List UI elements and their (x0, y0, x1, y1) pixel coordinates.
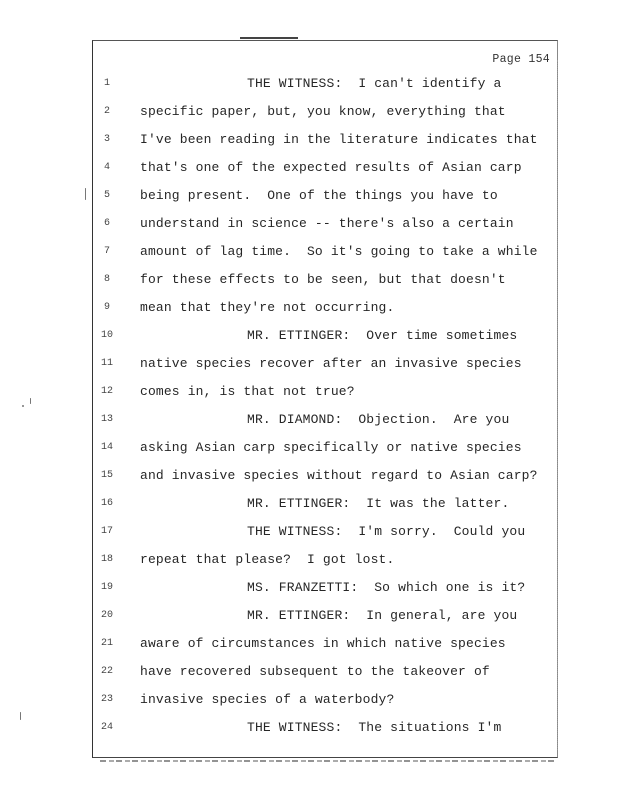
line-number: 3 (103, 134, 110, 145)
bottom-rule (100, 760, 555, 762)
transcript-line: MR. ETTINGER: It was the latter. (247, 496, 510, 511)
line-number: 19 (100, 582, 113, 593)
line-number: 21 (100, 638, 113, 649)
line-number: 6 (103, 218, 110, 229)
line-number: 10 (100, 330, 113, 341)
line-number: 13 (100, 414, 113, 425)
transcript-line: that's one of the expected results of Asian carp (140, 160, 522, 175)
line-number: 12 (100, 386, 113, 397)
transcript-line: invasive species of a waterbody? (140, 692, 395, 707)
transcript-line: THE WITNESS: I'm sorry. Could you (247, 524, 526, 539)
transcript-line: and invasive species without regard to Asian carp? (140, 468, 538, 483)
line-number: 16 (100, 498, 113, 509)
line-number: 11 (100, 358, 113, 369)
line-number: 1 (103, 78, 110, 89)
line-number: 15 (100, 470, 113, 481)
transcript-line: have recovered subsequent to the takeover of (140, 664, 490, 679)
transcript-line: THE WITNESS: The situations I'm (247, 720, 502, 735)
transcript-line: native species recover after an invasive species (140, 356, 522, 371)
transcript-line: being present. One of the things you have to (140, 188, 498, 203)
line-number: 2 (103, 106, 110, 117)
transcript-line: understand in science -- there's also a certain (140, 216, 514, 231)
line-number: 18 (100, 554, 113, 565)
transcript-line: MR. DIAMOND: Objection. Are you (247, 412, 510, 427)
line-number: 20 (100, 610, 113, 621)
transcript-line: MR. ETTINGER: Over time sometimes (247, 328, 518, 343)
line-number: 14 (100, 442, 113, 453)
transcript-line: specific paper, but, you know, everything that (140, 104, 506, 119)
page-edge-marks (557, 60, 561, 750)
line-number: 17 (100, 526, 113, 537)
line-number: 7 (103, 246, 110, 257)
transcript-line: amount of lag time. So it's going to take a while (140, 244, 538, 259)
line-number: 24 (100, 722, 113, 733)
scan-speck (20, 712, 21, 720)
line-number: 23 (100, 694, 113, 705)
line-number: 8 (103, 274, 110, 285)
scan-speck (30, 398, 31, 404)
scan-mark (240, 37, 298, 39)
transcript-line: comes in, is that not true? (140, 384, 355, 399)
line-number: 5 (103, 190, 110, 201)
transcript-line: repeat that please? I got lost. (140, 552, 395, 567)
transcript-line: THE WITNESS: I can't identify a (247, 76, 502, 91)
line-number: 4 (103, 162, 110, 173)
page-number: Page 154 (492, 53, 550, 66)
line-number: 22 (100, 666, 113, 677)
line-number: 9 (103, 302, 110, 313)
transcript-line: aware of circumstances in which native species (140, 636, 506, 651)
transcript-line: mean that they're not occurring. (140, 300, 395, 315)
scan-speck (85, 188, 86, 200)
transcript-line: MR. ETTINGER: In general, are you (247, 608, 518, 623)
transcript-line: MS. FRANZETTI: So which one is it? (247, 580, 526, 595)
transcript-line: for these effects to be seen, but that doesn't (140, 272, 506, 287)
transcript-line: asking Asian carp specifically or native species (140, 440, 522, 455)
transcript-line: I've been reading in the literature indicates that (140, 132, 538, 147)
scan-speck (22, 405, 24, 407)
